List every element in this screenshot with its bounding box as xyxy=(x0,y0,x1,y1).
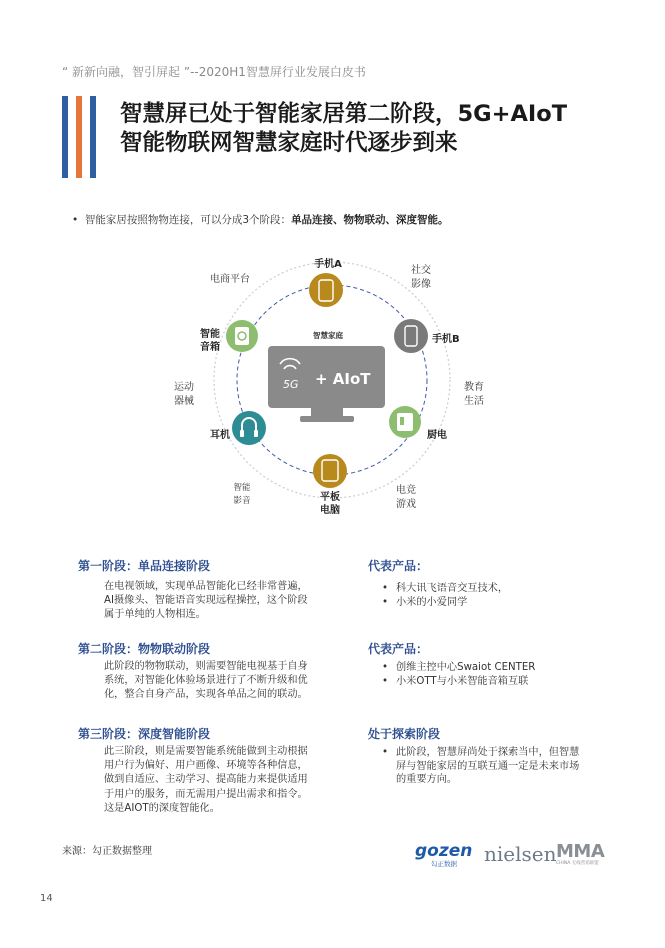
gozen-wordmark: gozen xyxy=(415,841,473,861)
list-item: • 小米的小爱同学 xyxy=(382,596,592,610)
node-label-tablet-2: 电脑 xyxy=(320,505,340,516)
products-1-heading: 代表产品： xyxy=(368,559,429,573)
tablet-node xyxy=(313,454,347,488)
intro-highlight: 单品连接、物物联动、深度智能。 xyxy=(291,214,449,226)
accent-bar-orange xyxy=(76,96,82,178)
accent-bar-blue xyxy=(62,96,68,178)
bullet-dot: • xyxy=(72,214,85,226)
outer-label-social-1: 社交 xyxy=(411,265,431,276)
mma-subtitle: CHINA 无线营销联盟 xyxy=(556,861,599,866)
node-label-speaker-1: 智能 xyxy=(200,329,220,340)
speaker-node xyxy=(226,320,258,352)
node-label-phone-a: 手机A xyxy=(314,259,342,270)
gozen-logo xyxy=(415,843,472,868)
exploration-heading: 处于探索阶段 xyxy=(368,727,441,741)
mma-logo xyxy=(556,843,604,867)
stage-1-heading: 第一阶段：单品连接阶段 xyxy=(78,559,211,573)
list-item: • 科大讯飞语音交互技术， xyxy=(382,582,592,596)
list-item: • 创维主控中心Swaiot CENTER xyxy=(382,661,592,675)
products-2-list xyxy=(382,661,592,688)
stage-3-description: 此三阶段，则是需要智能系统能做到主动根据用户行为偏好、用户画像、环境等各种信息，做到自适应、主动学习、提高能力来提供适用于用户的服务，而无需用户提出需求和指令。这是AIOT的深度智能化。 xyxy=(104,746,308,814)
phone-a-node xyxy=(309,273,343,307)
intro-text: 智能家居按照物物连接，可以分成3个阶段： xyxy=(84,214,292,226)
list-item: • 此阶段，智慧屏尚处于探索当中，但智慧屏与智能家居的互联互通一定是未来市场的重要方向。 xyxy=(382,746,582,787)
page-title-line-1: 智慧屏已处于智能家居第二阶段，5G+AIoT xyxy=(120,101,568,127)
smart-home-diagram xyxy=(150,250,520,525)
5g-badge: 5G xyxy=(283,378,299,391)
list-item: • 小米OTT与小米智能音箱互联 xyxy=(382,675,592,689)
outer-label-sports-2: 器械 xyxy=(174,396,194,407)
intro-bullet xyxy=(72,212,449,227)
outer-label-education-2: 生活 xyxy=(464,396,484,407)
page-number: 14 xyxy=(40,893,53,904)
report-series-quote: “ 新新向融，智引屏起 ”--2020H1智慧屏行业发展白皮书 xyxy=(62,65,366,79)
outer-label-av-2: 影音 xyxy=(233,496,251,506)
products-1-list xyxy=(382,582,592,609)
kitchen-node xyxy=(389,406,421,438)
screen-aiot-text: + AIoT xyxy=(315,370,371,388)
earphone-node xyxy=(232,411,266,445)
source-note: 来源：勾正数据整理 xyxy=(62,846,152,857)
node-label-speaker-2: 音箱 xyxy=(200,342,220,353)
appliance-icon xyxy=(397,413,413,431)
outer-label-ecommerce: 电商平台 xyxy=(210,274,250,285)
node-label-tablet-1: 平板 xyxy=(320,492,340,503)
accent-bar-blue-2 xyxy=(90,96,96,178)
stage-1-description: 在电视领域，实现单品智能化已经非常普遍，AI摄像头、智能语音实现远程操控，这个阶段属于单纯的人物相连。 xyxy=(104,581,308,621)
phone-b-node xyxy=(394,319,428,353)
outer-label-education-1: 教育 xyxy=(464,382,484,393)
page-title xyxy=(120,100,567,158)
outer-label-esports-2: 游戏 xyxy=(396,499,416,510)
nielsen-logo: nielsen xyxy=(484,842,557,866)
center-label: 智慧家庭 xyxy=(313,331,343,340)
speaker-icon xyxy=(235,327,249,345)
stage-2-description: 此阶段的物物联动，则需要智能电视基于自身系统，对智能化体验场景进行了不断升级和优化，整合自身产品，实现各单品之间的联动。 xyxy=(104,661,308,701)
stage-3-heading: 第三阶段：深度智能阶段 xyxy=(78,727,211,741)
stage-2-heading: 第二阶段：物物联动阶段 xyxy=(78,642,211,656)
node-label-earphone: 耳机 xyxy=(210,430,230,441)
outer-label-sports-1: 运动 xyxy=(174,382,194,393)
outer-label-esports-1: 电竞 xyxy=(396,485,416,496)
mma-wordmark: MMA xyxy=(556,841,605,862)
node-label-phone-b: 手机B xyxy=(432,334,460,345)
node-label-kitchen: 厨电 xyxy=(427,430,447,441)
smart-screen-icon xyxy=(268,346,385,422)
outer-label-av-1: 智能 xyxy=(233,483,251,493)
page-title-line-2: 智能物联网智慧家庭时代逐步到来 xyxy=(120,130,458,156)
gozen-cn: 勾正数据 xyxy=(431,860,457,868)
outer-label-social-2: 影像 xyxy=(411,279,431,290)
exploration-list xyxy=(382,746,582,787)
products-2-heading: 代表产品： xyxy=(368,642,429,656)
